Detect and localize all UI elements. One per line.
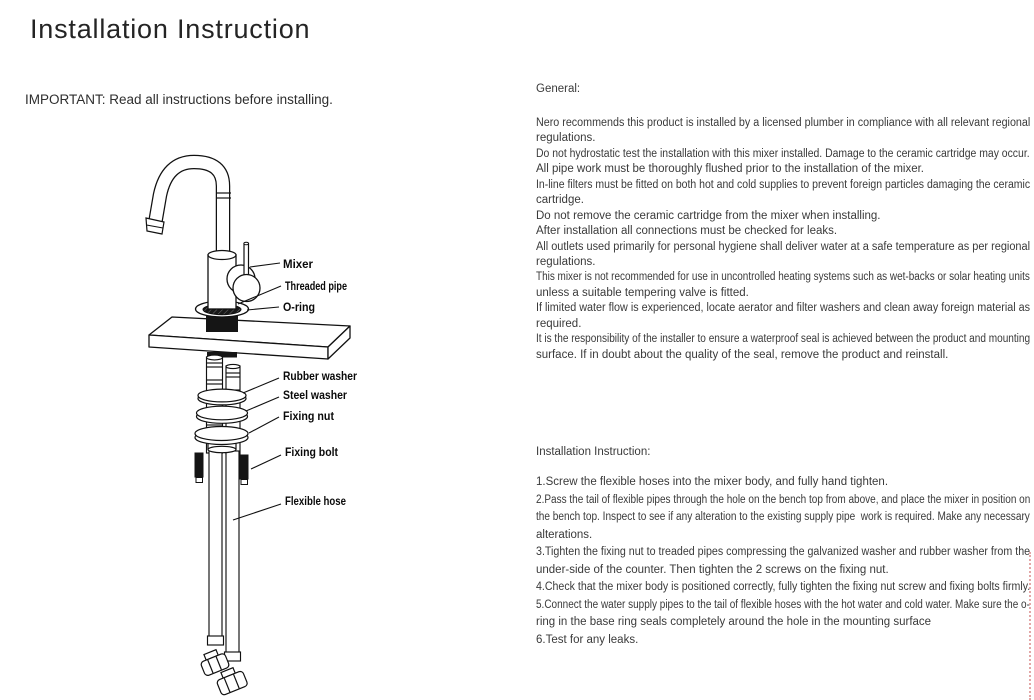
label-steel-washer: Steel washer xyxy=(283,388,348,402)
text-line: 5.Connect the water supply pipes to the tail of flexible hoses with the hot water and cold water. Make sure the o- xyxy=(536,598,1030,611)
spout xyxy=(146,162,231,262)
text-line: If limited water flow is experienced, locate aerator and filter washers and clean away foreign material as xyxy=(536,302,1031,315)
text-line: Do not remove the ceramic cartridge from the mixer when installing. xyxy=(536,209,881,222)
text-line: 1.Screw the flexible hoses into the mixer body, and fully hand tighten. xyxy=(536,476,889,488)
label-fixing-nut: Fixing nut xyxy=(283,409,334,423)
fixing-bolt-left xyxy=(195,453,204,483)
mixer-installation-diagram xyxy=(0,0,400,700)
text-line: ring in the base ring seals completely around the hole in the mounting surface xyxy=(536,616,932,629)
rubber-washer-part xyxy=(198,389,246,405)
label-o-ring: O-ring xyxy=(283,300,315,314)
text-line: alterations. xyxy=(536,528,593,541)
general-heading: General: xyxy=(536,83,581,95)
steel-washer-part xyxy=(197,406,248,423)
flexible-hoses xyxy=(208,449,241,661)
label-rubber-washer: Rubber washer xyxy=(283,369,358,383)
text-line: After installation all connections must be checked for leaks. xyxy=(536,225,838,238)
text-line: It is the responsibility of the installer to ensure a waterproof seal is achieved between the product and mounting xyxy=(536,333,1031,346)
text-line: surface. If in doubt about the quality of the seal, remove the product and reinstall. xyxy=(536,348,949,361)
page-edge-dotted-guide xyxy=(1029,552,1031,700)
bench-top xyxy=(149,317,350,359)
page-title: Installation Instruction xyxy=(30,14,311,44)
text-line: Nero recommends this product is installed by a licensed plumber in compliance with all relevant regional xyxy=(536,117,1031,129)
label-threaded-pipe: Threaded pipe xyxy=(285,279,348,293)
text-line: cartridge. xyxy=(536,194,584,207)
installation-steps-text xyxy=(536,474,1030,649)
fixing-bolt-right xyxy=(240,455,249,485)
text-line: required. xyxy=(536,317,582,330)
label-flexible-hose: Flexible hose xyxy=(285,494,347,508)
text-line: regulations. xyxy=(536,132,596,145)
general-text xyxy=(536,116,1030,363)
text-line: 3.Tighten the fixing nut to treaded pipes compressing the galvanized washer and rubber washer from the xyxy=(536,546,1031,559)
text-line: All pipe work must be thoroughly flushed prior to the installation of the mixer. xyxy=(536,163,925,176)
text-line: All outlets used primarily for personal hygiene shall deliver water at a safe temperature as per regional xyxy=(536,240,1031,253)
handle-front xyxy=(233,275,260,302)
text-line: unless a suitable tempering valve is fitted. xyxy=(536,286,749,299)
text-line: Do not hydrostatic test the installation with this mixer installed. Damage to the ceramic cartridge may occur. xyxy=(536,147,1030,160)
text-line: 6.Test for any leaks. xyxy=(536,633,639,646)
text-line: 4.Check that the mixer body is positioned correctly, fully tighten the fixing nut screw and fixing bolts firmly. xyxy=(536,581,1031,594)
important-note: IMPORTANT: Read all instructions before installing. xyxy=(25,92,333,107)
text-line: In-line filters must be fitted on both hot and cold supplies to prevent foreign particles damaging the ceramic xyxy=(536,178,1031,191)
text-line: the bench top. Inspect to see if any alteration to the existing supply pipe work is required. Make any necessary xyxy=(536,511,1030,524)
label-mixer: Mixer xyxy=(283,257,314,271)
text-line: under-side of the counter. Then tighten the 2 screws on the fixing nut. xyxy=(536,563,889,576)
text-line: 2.Pass the tail of flexible pipes through the hole on the bench top from above, and place the mixer in position on xyxy=(536,493,1031,506)
label-fixing-bolt: Fixing bolt xyxy=(285,445,339,459)
text-line: This mixer is not recommended for use in uncontrolled heating systems such as wet-backs or solar heating units xyxy=(536,271,1030,284)
installation-heading: Installation Instruction: xyxy=(536,446,651,458)
text-line: regulations. xyxy=(536,255,596,268)
